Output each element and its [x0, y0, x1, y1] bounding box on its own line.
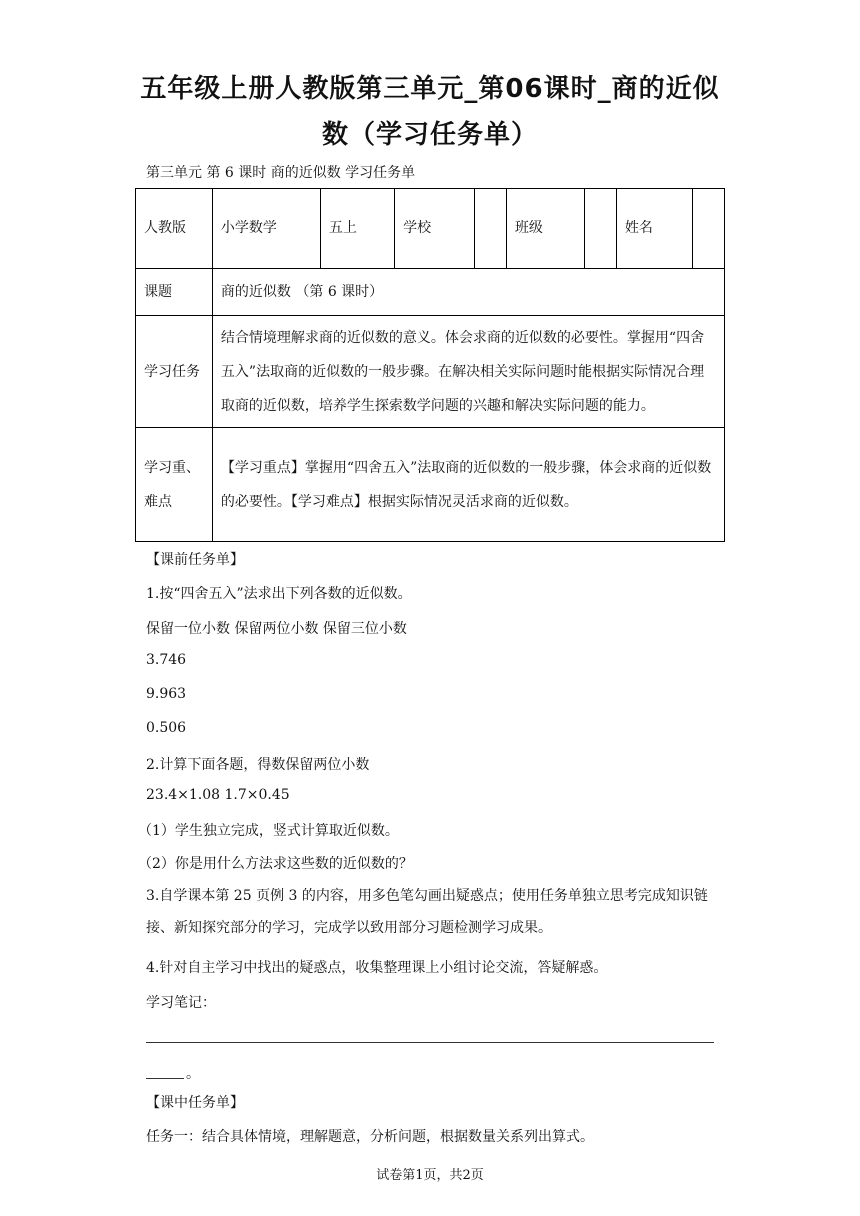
class-label: 班级 [506, 189, 584, 269]
question-2-part-2: （2）你是用什么方法求这些数的近似数的？ [138, 856, 413, 872]
notes-line-end[interactable] [146, 1078, 184, 1079]
question-2-expressions: 23.4×1.08 1.7×0.45 [146, 787, 290, 803]
task-label: 学习任务 [136, 316, 213, 428]
class-value-cell[interactable] [584, 189, 616, 269]
document-title-line1: 五年级上册人教版第三单元_第06课时_商的近似 [140, 74, 720, 104]
focus-value: 【学习重点】掌握用“四舍五入”法取商的近似数的一般步骤，体会求商的近似数的必要性。【学习难点】根据实际情况灵活求商的近似数。 [212, 428, 724, 542]
question-3: 3.自学课本第 25 页例 3 的内容，用多色笔勾画出疑惑点；使用任务单独立思考完成知识链接、新知探究部分的学习，完成学以致用部分习题检测学习成果。 [146, 888, 708, 936]
pre-class-heading: 【课前任务单】 [146, 552, 244, 568]
name-label: 姓名 [616, 189, 692, 269]
topic-label: 课题 [136, 269, 213, 316]
question-1-number-3: 0.506 [146, 720, 187, 736]
question-4: 4.针对自主学习中找出的疑惑点，收集整理课上小组讨论交流，答疑解惑。 [146, 960, 608, 976]
question-1-number-1: 3.746 [146, 652, 187, 668]
focus-label: 学习重、难点 [136, 428, 213, 542]
page-footer: 试卷第1页，共2页 [376, 1168, 484, 1183]
school-value-cell[interactable] [474, 189, 506, 269]
document-title-line2: 数（学习任务单） [321, 120, 538, 150]
school-label: 学校 [395, 189, 475, 269]
notes-label: 学习笔记： [146, 995, 216, 1011]
question-2-part-1: （1）学生独立完成，竖式计算取近似数。 [138, 823, 399, 839]
question-1: 1.按“四舍五入”法求出下列各数的近似数。 [146, 586, 412, 602]
info-table [135, 188, 725, 542]
document-subtitle: 第三单元 第 6 课时 商的近似数 学习任务单 [146, 165, 416, 181]
in-class-heading: 【课中任务单】 [146, 1095, 244, 1111]
grade-cell: 五上 [320, 189, 394, 269]
notes-line[interactable] [146, 1042, 714, 1043]
notes-end-mark: 。 [186, 1066, 200, 1082]
publisher-cell: 人教版 [136, 189, 213, 269]
question-1-number-2: 9.963 [146, 686, 187, 702]
question-1-columns: 保留一位小数 保留两位小数 保留三位小数 [146, 621, 407, 637]
subject-cell: 小学数学 [212, 189, 320, 269]
in-class-task-1: 任务一：结合具体情境，理解题意，分析问题，根据数量关系列出算式。 [146, 1129, 594, 1145]
task-value: 结合情境理解求商的近似数的意义。体会求商的近似数的必要性。掌握用“四舍五入”法取商的近似数的一般步骤。在解决相关实际问题时能根据实际情况合理取商的近似数，培养学生探索数学问题的兴趣和解决实际问题的能力。 [212, 316, 724, 428]
question-2: 2.计算下面各题，得数保留两位小数 [146, 757, 370, 773]
name-value-cell[interactable] [692, 189, 724, 269]
topic-value: 商的近似数 （第 6 课时） [212, 269, 724, 316]
